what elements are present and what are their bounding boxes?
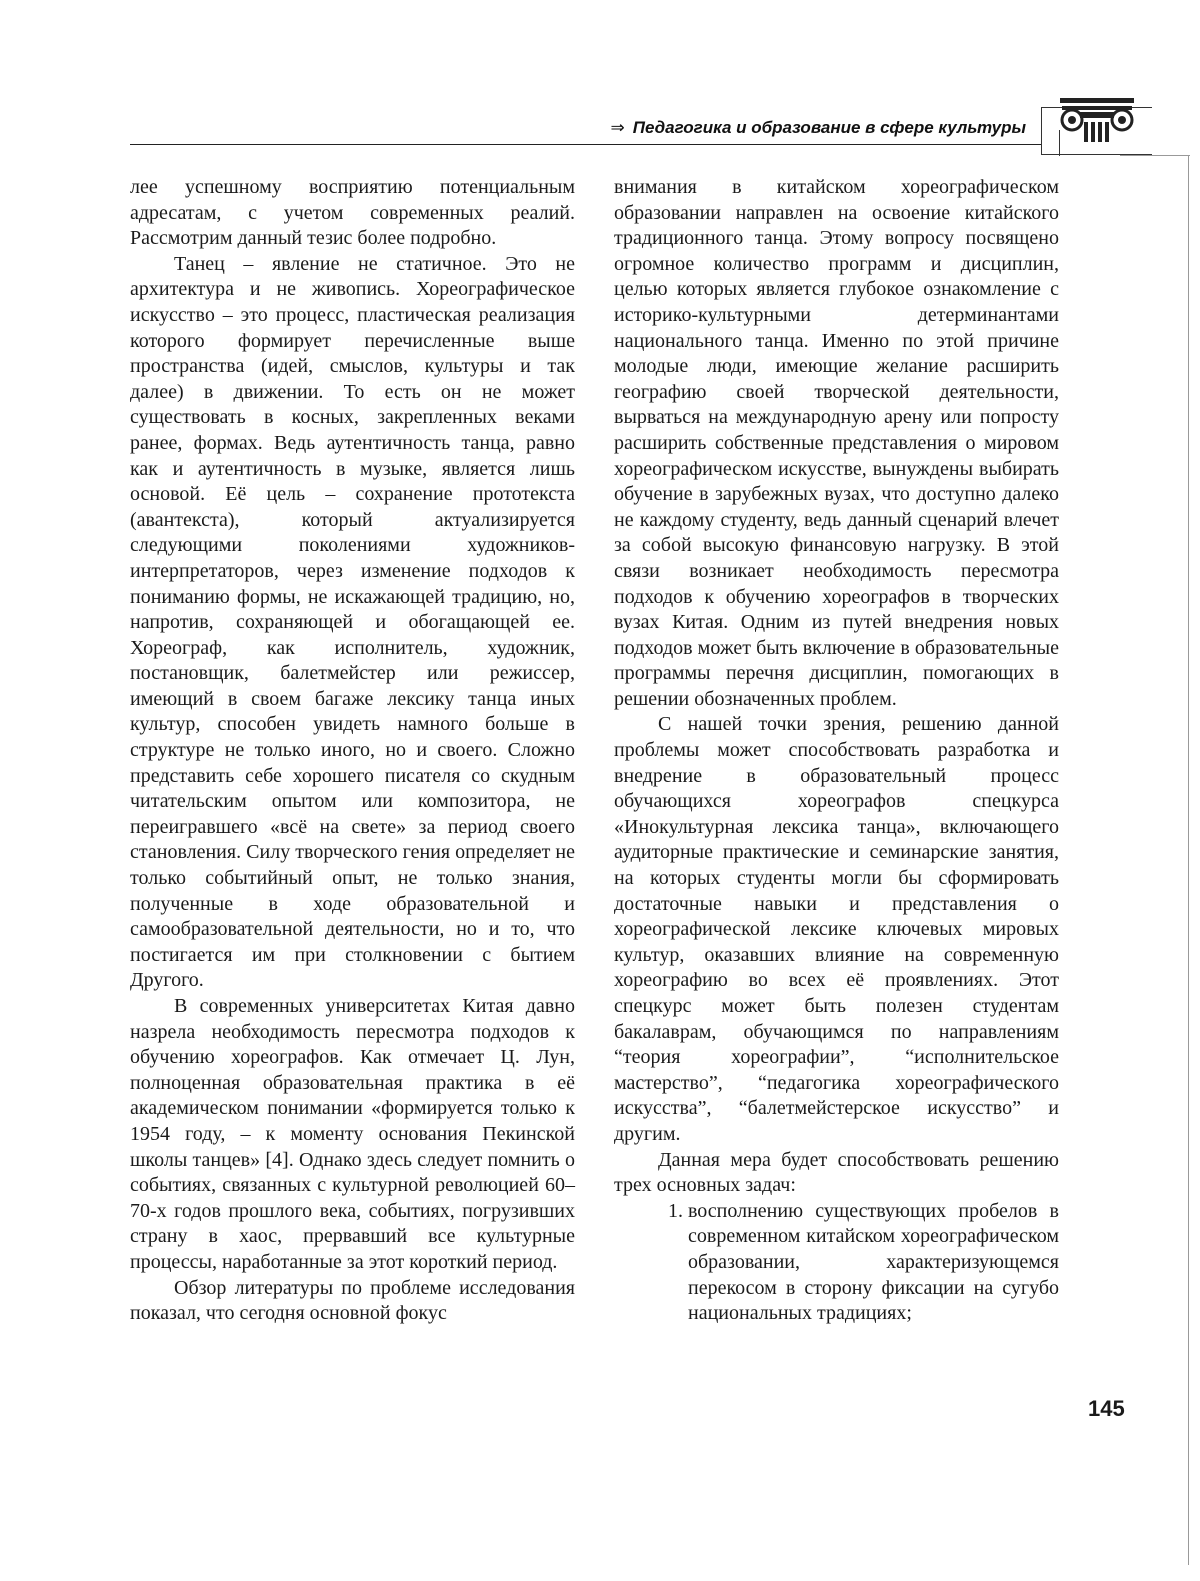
paragraph: Данная мера будет способствовать решению трех основных задач: [614, 1148, 1059, 1197]
page-frame-side-line [1188, 155, 1189, 1565]
page-number: 145 [1088, 1396, 1125, 1421]
ionic-column-capital-icon [1060, 96, 1134, 142]
arrow-icon: ⇒ [610, 118, 625, 137]
paragraph: внимания в китайском хореографическом образовании направлен на освоение китайского традиционного танца. Этому вопросу посвящено огромное количество программ и дисциплин, целью которых является глубокое ознакомление с историко-культурными детерминантами национального танца. Именно по этой причине молодые люди, имеющие желание расширить географию своей творческой деятельности, вырваться на международную арену или попросту расширить собственные представления о мировом хореографическом искусстве, вынуждены выбирать обучение в зарубежных вузах, что доступно далеко не каждому студенту, ведь данный сценарий влечет за собой высокую финансовую нагрузку. В этой связи возникает необходимость пересмотра подходов к обучению хореографов в творческих вузах Китая. Одним из путей внедрения новых подходов может быть включение в образовательные программы перечня дисциплин, помогающих в решении обозначенных проблем. [614, 176, 1059, 710]
list-item: 1. восполнению существующих пробелов в современном китайском хореографическом образовании, характеризующемся перекосом в сторону фиксации на сугубо национальных традициях; [688, 1199, 1059, 1327]
paragraph: Обзор литературы по проблеме исследования показал, что сегодня основной фокус [130, 1276, 575, 1325]
paragraph: С нашей точки зрения, решению данной проблемы может способствовать разработка и внедрение в образовательный процесс обучающихся хореографов спецкурса «Инокультурная лексика танца», включающего аудиторные практические и семинарские занятия, на которых студенты могли бы сформировать достаточные навыки и представления о хореографической лексике ключевых мировых культур, оказавших влияние на современную хореографию во всех её проявлениях. Этот спецкурс может быть полезен студентам бакалаврам, обучающимся по направлениям “теория хореографии”, “исполнительское мастерство”, “педагогика хореографического искусства”, “балетмейстерское искусство” и другим. [614, 713, 1059, 1145]
right-column [614, 175, 1059, 1327]
task-list [614, 1199, 1059, 1327]
running-header [611, 118, 1026, 138]
page-frame-top-line [1120, 155, 1190, 156]
paragraph: лее успешному восприятию потенциальным адресатам, с учетом современных реалий. Рассмотрим данный тезис более подробно. [130, 176, 575, 250]
running-header-title: Педагогика и образование в сфере культуры [632, 118, 1026, 137]
paragraph: В современных университетах Китая давно назрела необходимость пересмотра подходов к обучению хореографов. Как отмечает Ц. Лун, полноценная образовательная практика в её академическом понимании «формируется только к 1954 году, – к моменту основания Пекинской школы танцев» [4]. Однако здесь следует помнить о событиях, связанных с культурной революцией 60–70-х годов прошлого века, событиях, погрузивших страну в хаос, прервавший все культурные процессы, наработанные за этот короткий период. [130, 995, 575, 1273]
left-column [130, 175, 575, 1327]
paragraph: Танец – явление не статичное. Это не архитектура и не живопись. Хореографическое искусство – это процесс, пластическая реализация которого формирует перечисленные выше пространства (идей, смыслов, культуры и так далее) в движении. То есть он не может существовать в косных, закрепленных веками ранее, формах. Ведь аутентичность танца, равно как и аутентичность в музыке, является лишь основой. Её цель – сохранение прототекста (авантекста), который актуализируется следующими поколениями художников-интерпретаторов, через изменение подходов к пониманию формы, не искажающей традицию, но, напротив, сохраняющей и обогащающей ее. Хореограф, как исполнитель, художник, постановщик, балетмейстер или режиссер, имеющий в своем багаже лексику танца иных культур, способен увидеть намного больше в структуре не только иного, но и своего. Сложно представить себе хорошего писателя со скудным читательским опытом или композитора, не переигравшего «всё на свете» за период своего становления. Силу творческого гения определяет не только событийный опыт, не только знания, полученные в ходе образовательной и самообразовательной деятельности, но и то, что постигается им при столкновении с бытием Другого. [130, 252, 575, 992]
header-rule [130, 144, 1042, 145]
